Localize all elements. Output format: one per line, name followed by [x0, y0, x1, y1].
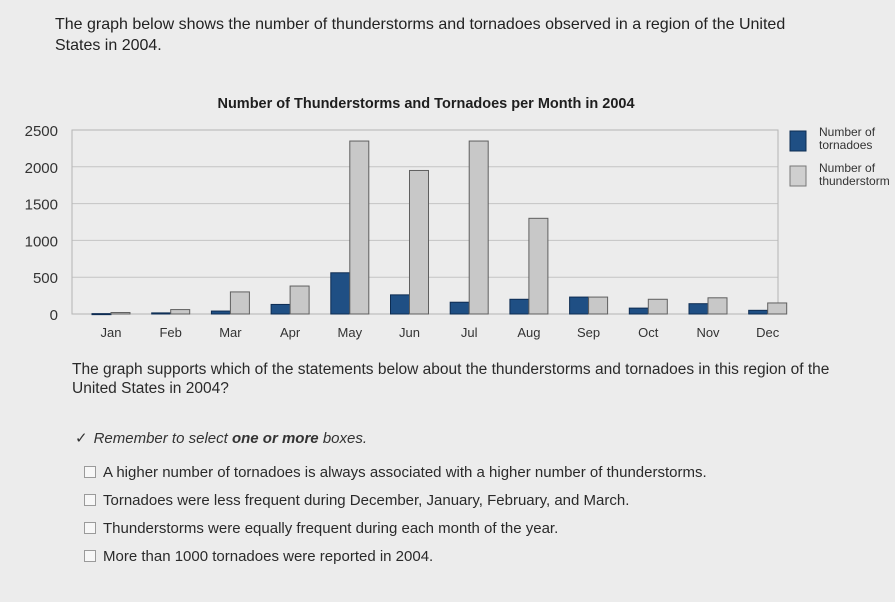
x-tick-label-oct: Oct	[638, 325, 659, 340]
bar-thunderstorms-may	[350, 141, 369, 314]
bar-tornadoes-feb	[152, 313, 171, 314]
legend	[790, 125, 890, 188]
chart-svg	[0, 86, 895, 356]
bar-tornadoes-may	[331, 273, 350, 314]
checkbox-icon[interactable]	[84, 466, 96, 478]
y-axis-ticks	[25, 123, 58, 324]
reminder-text	[75, 429, 367, 447]
bar-thunderstorms-aug	[529, 218, 548, 314]
bar-tornadoes-mar	[211, 311, 230, 314]
legend-swatch-thunderstorms	[790, 166, 806, 186]
option-label: A higher number of tornadoes is always associated with a higher number of thunderstorms.	[103, 463, 707, 481]
answer-options	[84, 458, 707, 570]
bar-thunderstorms-nov	[708, 298, 727, 314]
intro-text: The graph below shows the number of thunderstorms and tornadoes observed in a region of the United States in 2004.	[55, 16, 786, 54]
x-tick-label-may: May	[337, 325, 363, 340]
bar-tornadoes-dec	[749, 310, 768, 314]
bar-thunderstorms-jul	[469, 141, 488, 314]
bar-tornadoes-oct	[629, 308, 648, 314]
option-1[interactable]	[84, 458, 707, 486]
x-tick-label-sep: Sep	[577, 325, 601, 340]
reminder-prefix: Remember to select	[93, 430, 232, 447]
reminder-suffix: boxes.	[318, 430, 368, 447]
check-icon: ✓	[75, 430, 88, 447]
legend-label-thunderstorms: Number of thunderstorm	[819, 161, 890, 188]
legend-label-tornadoes: Number of tornadoes	[819, 125, 876, 152]
option-2[interactable]	[84, 486, 707, 514]
checkbox-icon[interactable]	[84, 522, 96, 534]
y-tick-label: 1000	[24, 233, 58, 251]
x-tick-label-jul: Jul	[460, 325, 478, 340]
x-tick-label-feb: Feb	[159, 325, 182, 340]
bar-tornadoes-sep	[570, 297, 589, 314]
bar-thunderstorms-mar	[230, 292, 249, 314]
chart	[0, 86, 895, 356]
question-text: The graph supports which of the statements below about the thunderstorms and tornadoes in this region of the United States in 2004?	[72, 361, 830, 397]
bar-tornadoes-nov	[689, 304, 708, 314]
x-tick-label-dec: Dec	[756, 325, 780, 340]
bar-thunderstorms-apr	[290, 286, 309, 314]
checkbox-icon[interactable]	[84, 494, 96, 506]
bar-tornadoes-jun	[391, 295, 410, 314]
bar-thunderstorms-jun	[410, 170, 429, 314]
x-tick-label-nov: Nov	[696, 325, 720, 340]
y-tick-label: 1500	[24, 196, 58, 214]
y-tick-label: 500	[32, 270, 58, 288]
x-tick-label-aug: Aug	[517, 325, 541, 340]
option-4[interactable]	[84, 542, 707, 570]
reminder-emphasis: one or more	[231, 430, 319, 447]
bar-tornadoes-apr	[271, 304, 290, 314]
option-label: Tornadoes were less frequent during December, January, February, and March.	[103, 491, 630, 509]
x-tick-label-jun: Jun	[399, 325, 420, 340]
option-label: Thunderstorms were equally frequent during each month of the year.	[103, 519, 559, 537]
bar-thunderstorms-dec	[768, 303, 787, 314]
legend-swatch-tornadoes	[790, 131, 806, 151]
bar-tornadoes-jan	[92, 314, 111, 315]
x-tick-label-apr: Apr	[279, 325, 301, 340]
bar-tornadoes-aug	[510, 299, 529, 314]
y-tick-label: 0	[49, 307, 58, 324]
checkbox-icon[interactable]	[84, 550, 96, 562]
x-axis-ticks	[101, 325, 780, 340]
bar-tornadoes-jul	[450, 302, 469, 314]
bar-thunderstorms-feb	[171, 310, 190, 314]
y-tick-label: 2500	[24, 123, 58, 140]
x-tick-label-jan: Jan	[100, 325, 122, 340]
y-tick-label: 2000	[24, 159, 58, 177]
option-3[interactable]	[84, 514, 707, 542]
bar-thunderstorms-sep	[589, 297, 608, 314]
bar-thunderstorms-jan	[111, 313, 130, 314]
x-tick-label-mar: Mar	[219, 325, 242, 340]
chart-title: Number of Thunderstorms and Tornadoes per Month in 2004	[217, 96, 635, 112]
bar-thunderstorms-oct	[648, 299, 667, 314]
option-label: More than 1000 tornadoes were reported in 2004.	[103, 547, 434, 565]
